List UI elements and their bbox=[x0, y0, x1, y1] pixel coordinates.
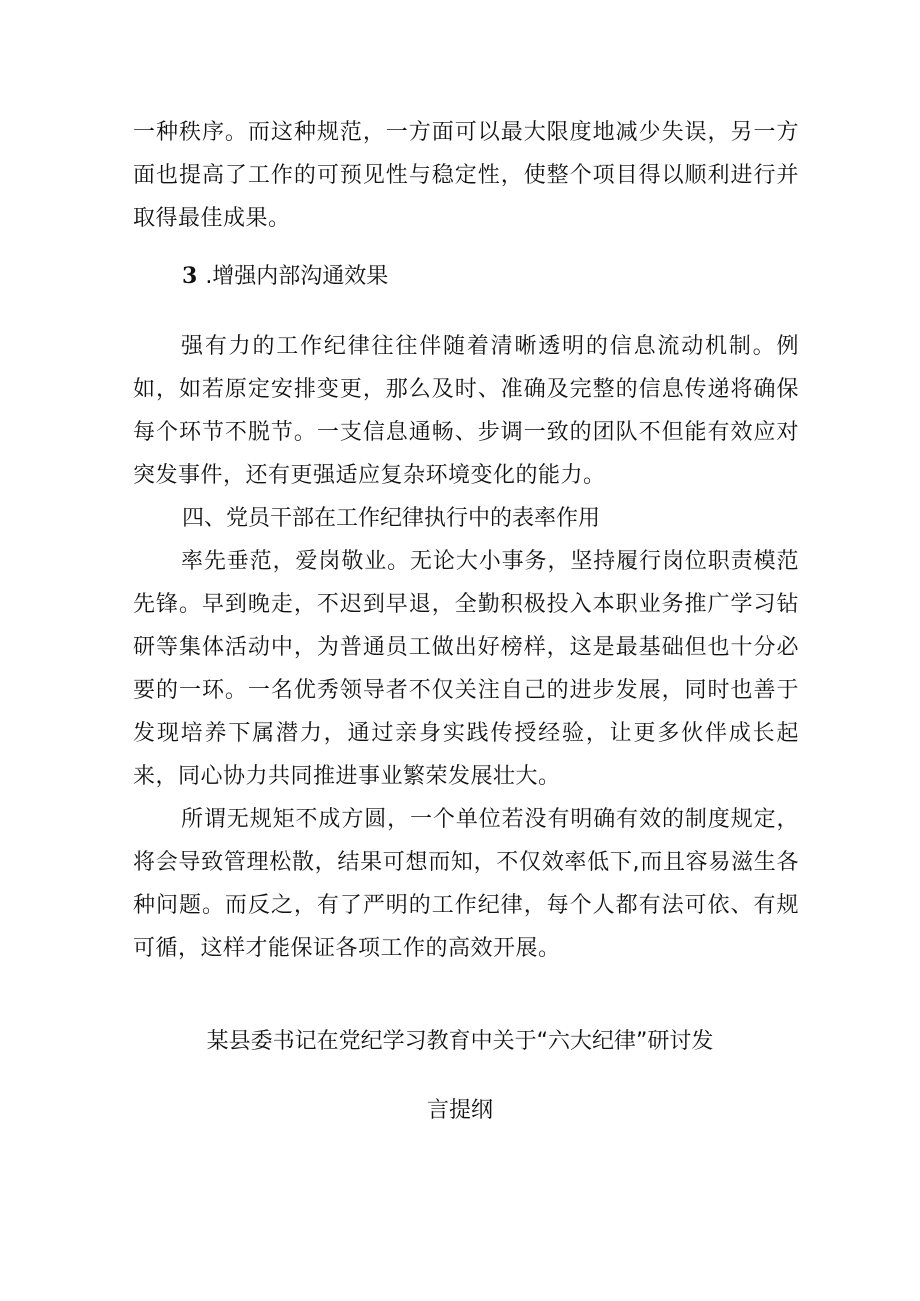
document-title-line-1: 某县委书记在党纪学习教育中关于“六大纪律”研讨发 bbox=[206, 1029, 714, 1054]
document-title-line-2: 言提纲 bbox=[426, 1098, 493, 1123]
subheading-3 bbox=[182, 255, 388, 298]
paragraph-role-model: 率先垂范，爱岗敬业。无论大小事务，坚持履行岗位职责模范先锋。早到晚走，不迟到早退，全勤积极投入本职业务推广学习钻研等集体活动中，为普通员工做出好榜样，这是最基础但也十分必要的一环。一名优秀领导者不仅关注自己的进步发展，同时也善于发现培养下属潜力，通过亲身实践传授经验，让更多伙伴成长起来，同心协力共同推进事业繁荣发展壮大。 bbox=[133, 549, 799, 789]
subheading-number: 3 bbox=[182, 263, 198, 289]
paragraph-communication: 强有力的工作纪律往往伴随着清晰透明的信息流动机制。例如，如若原定安排变更，那么及时、准确及完整的信息传递将确保每个环节不脱节。一支信息通畅、步调一致的团队不但能有效应对突发事件，还有更强适应复杂环境变化的能力。 bbox=[133, 334, 799, 488]
paragraph-rules: 所谓无规矩不成方圆，一个单位若没有明确有效的制度规定，将会导致管理松散，结果可想而知，不仅效率低下,而且容易滋生各种问题。而反之，有了严明的工作纪律，每个人都有法可依、有规可循，这样才能保证各项工作的高效开展。 bbox=[133, 807, 799, 961]
subheading-text: .增强内部沟通效果 bbox=[205, 264, 389, 289]
section-heading-4: 四、党员干部在工作纪律执行中的表率作用 bbox=[182, 506, 601, 531]
paragraph-continuation: 一种秩序。而这种规范，一方面可以最大限度地减少失误，另一方面也提高了工作的可预见性与稳定性，使整个项目得以顺利进行并取得最佳成果。 bbox=[133, 120, 799, 231]
